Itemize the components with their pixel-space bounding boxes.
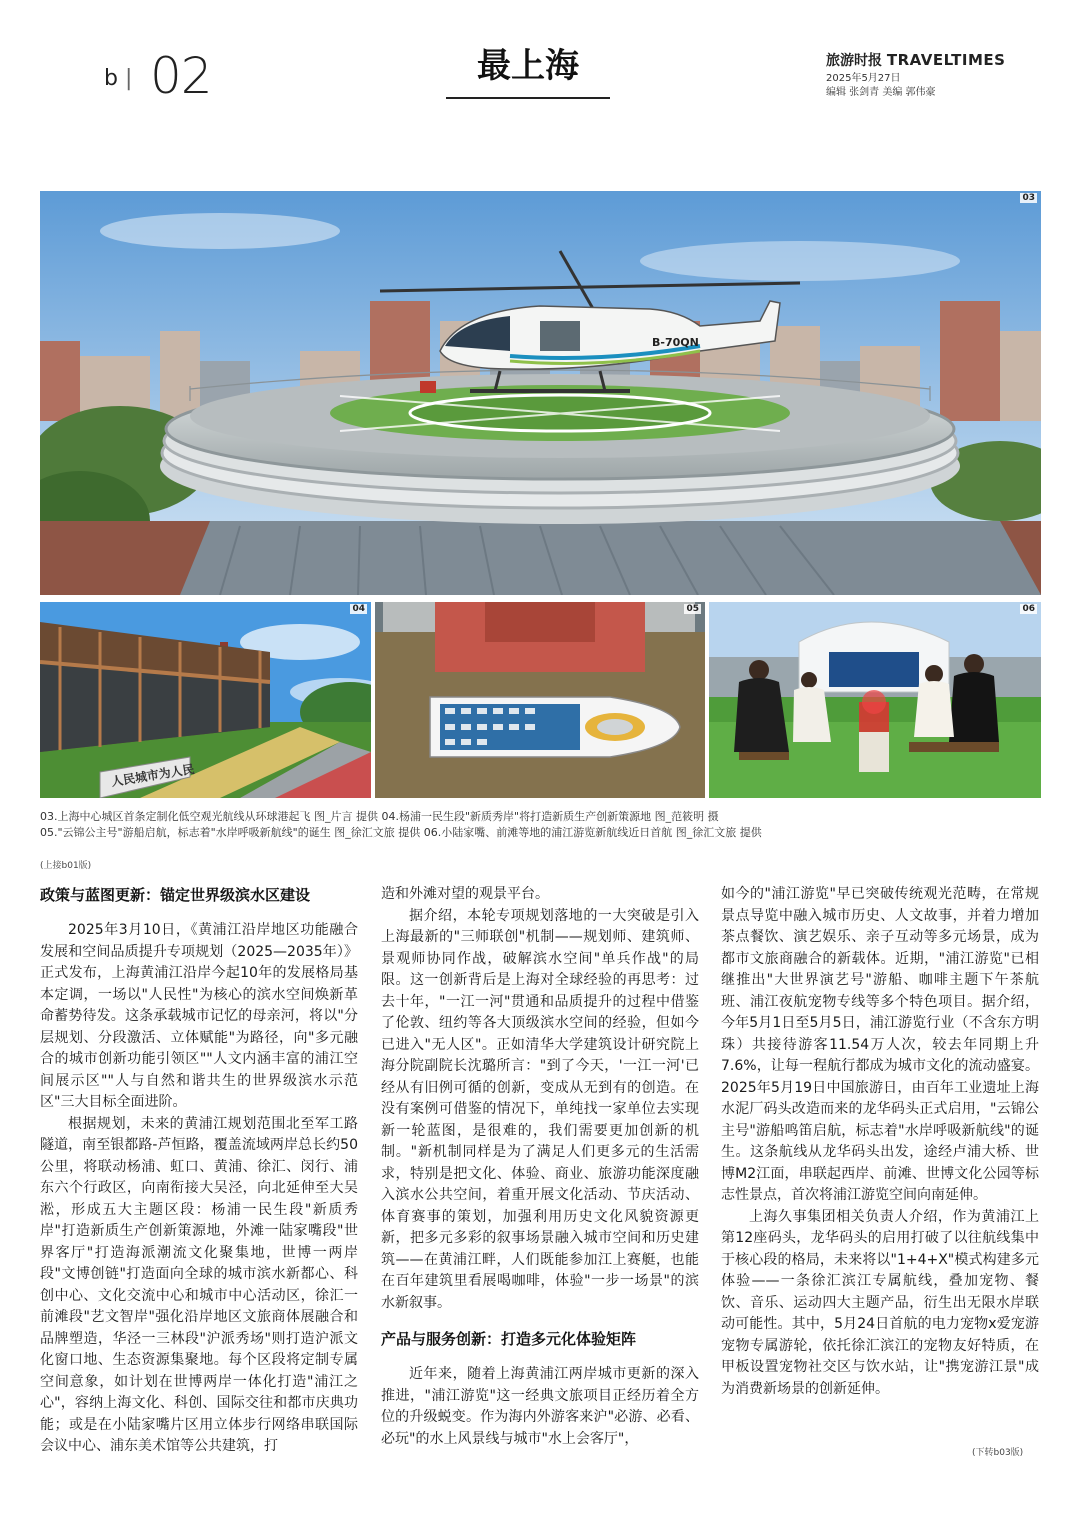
pavilion-sign-text: 人民城市为人民 (110, 761, 196, 789)
photo-number-06: 06 (1022, 604, 1035, 614)
continued-from-note: (上接b01版) (40, 861, 92, 871)
helicopter-registration: B-70QN (652, 336, 699, 349)
photo-cruise-ship (375, 602, 705, 798)
paragraph: 据介绍，本轮专项规划落地的一大突破是引入上海最新的"三师联创"机制——规划师、建筑师、景观师协同作战，破解滨水空间"单兵作战"的局限。这一创新背后是上海对全球经验的再思考：过去十年，"一江一河"贯通和品质提升的过程中借鉴了伦敦、纽约等各大顶级滨水空间的经验，但如今已进入"无人区"。正如清华大学建筑设计研究院上海分院副院长沈璐所言："到了今天，'一江一河'已经从有旧例可循的创新，变成从无到有的创造。在没有案例可借鉴的情况下，单纯找一家单位去实现新一轮蓝图，是很难的，我们需要更加创新的机制。"新机制同样是为了满足人们更多元的生活需求，特别是把文化、体验、商业、旅游功能深度融入滨水公共空间，着重开展文化活动、节庆活动、体育赛事的策划，加强利用历史文化风貌资源更新，把多元多彩的叙事场景融入城市空间和历史建筑——在黄浦江畔，人们既能参加江上赛艇，也能在百年建筑里看展喝咖啡，体验"一步一场景"的滨水新叙事。 (381, 907, 699, 1311)
section-letter: b | (104, 66, 133, 91)
photo-number-03: 03 (1022, 193, 1035, 203)
pavilion-illustration (40, 602, 371, 798)
article-column-1 (40, 884, 358, 1458)
paper-name-cn: 旅游时报 (826, 53, 882, 69)
photo-caption-line1: 03.上海中心城区首条定制化低空观光航线从环球港起飞 图_片言 提供 04.杨浦一民生段"新质秀岸"将打造新质生产创新策源地 图_范筱明 摄 (40, 810, 719, 823)
photo-number-05: 05 (686, 604, 699, 614)
paragraph: 造和外滩对望的观景平台。 (381, 886, 549, 902)
helipad-illustration (40, 191, 1041, 595)
paper-name (826, 52, 1005, 69)
photo-deck-lounge (709, 602, 1041, 798)
paragraph: 2025年3月10日，《黄浦江沿岸地区功能融合发展和空间品质提升专项规划（2025—2035年）》正式发布，上海黄浦江沿岸今起10年的发展格局基本定调，一场以"人民性"为核心的滨水空间焕新革命蓄势待发。这条承载城市记忆的母亲河，将以"分层规划、分段激活、立体赋能"为路径，向"多元融合的城市创新功能引领区""人文内涵丰富的浦江空间展示区""人与自然和谐共生的世界级滨水示范区"三大目标全面进阶。 (40, 922, 358, 1110)
paragraph: 如今的"浦江游览"早已突破传统观光范畴，在常规景点导览中融入城市历史、人文故事，并着力增加茶点餐饮、演艺娱乐、亲子互动等多元场景，成为都市文旅商融合的新载体。近期，"浦江游览"已相继推出"大世界演艺号"游船、咖啡主题下午茶航班、浦江夜航宠物专线等多个特色项目。据介绍，今年5月1日至5月5日，浦江游览行业（不含东方明珠）共接待游客11.54万人次，较去年同期上升7.6%，让每一程航行都成为城市文化的流动盛宴。2025年5月19日中国旅游日，由百年工业遗址上海水泥厂码头改造而来的龙华码头正式启用，"云锦公主号"游船鸣笛启航，标志着"水岸呼吸新航线"的诞生。这条航线从龙华码头出发，途经卢浦大桥、世博M2江面，串联起西岸、前滩、世博文化公园等标志性景点，首次将浦江游览空间向南延伸。 (721, 886, 1039, 1203)
photo-helipad (40, 191, 1041, 595)
paper-name-en: TRAVELTIMES (886, 51, 1006, 69)
deck-lounge-illustration (709, 602, 1041, 798)
title-underline (446, 97, 610, 99)
paragraph: 上海久事集团相关负责人介绍，作为黄浦江上第12座码头，龙华码头的启用打破了以往航线集中于核心段的格局，未来将以"1+4+X"模式构建多元体验——一条徐汇滨江专属航线，叠加宠物、餐饮、音乐、运动四大主题产品，衍生出无限水岸联动可能性。其中，5月24日首航的电力宠物x爱宠游宠物专属游轮，依托徐汇滨江的宠物友好特质，在甲板设置宠物社交区与饮水站，让"携宠游江景"成为消费新场景的创新延伸。 (721, 1208, 1039, 1397)
continued-to-note: (下转b03版) (972, 1448, 1024, 1458)
cruise-ship-illustration (375, 602, 705, 798)
article-column-2 (381, 884, 699, 1450)
issue-date: 2025年5月27日 (826, 73, 901, 84)
editor-credits: 编辑 张剑青 美编 郭伟豪 (826, 87, 936, 98)
section-heading-policy: 政策与蓝图更新：锚定世界级滨水区建设 (40, 886, 311, 904)
paragraph: 近年来，随着上海黄浦江两岸城市更新的深入推进，"浦江游览"这一经典文旅项目正经历着全方位的升级蜕变。作为海内外游客来沪"必游、必看、必玩"的水上风景线与城市"水上会客厅"， (381, 1366, 699, 1447)
photo-pavilion (40, 602, 371, 798)
column-title: 最上海 (477, 46, 579, 86)
photo-caption-line2: 05."云锦公主号"游船启航，标志着"水岸呼吸新航线"的诞生 图_徐汇文旅 提供 06.小陆家嘴、前滩等地的浦江游览新航线近日首航 图_徐汇文旅 提供 (40, 826, 762, 839)
section-heading-products: 产品与服务创新：打造多元化体验矩阵 (381, 1330, 637, 1348)
paragraph: 根据规划，未来的黄浦江规划范围北至军工路隧道，南至银都路-芦恒路，覆盖流域两岸总长约50公里，将联动杨浦、虹口、黄浦、徐汇、闵行、浦东六个行政区，向南衔接大吴泾，向北延伸至大吴淞，形成五大主题区段：杨浦一民生段"新质秀岸"打造新质生产创新策源地，外滩一陆家嘴段"世界客厅"打造海派潮流文化聚集地，世博一两岸段"文博创链"打造面向全球的城市滨水新都心、科创中心、文化交流中心和城市中心活动区，徐汇一前滩段"艺文智岸"强化沿岸地区文旅商体展融合和品牌塑造，华泾一三林段"沪派秀场"则打造沪派文化窗口地、生态资源集聚地。每个区段将定制专属空间意象，如计划在世博两岸一体化打造"浦江之心"，容纳上海文化、科创、国际交往和都市庆典功能；或是在小陆家嘴片区用立体步行网络串联国际会议中心、浦东美术馆等公共建筑，打 (40, 1115, 358, 1454)
article-column-3 (721, 884, 1039, 1400)
photo-number-04: 04 (352, 604, 365, 614)
page-number: 02 (150, 47, 212, 105)
